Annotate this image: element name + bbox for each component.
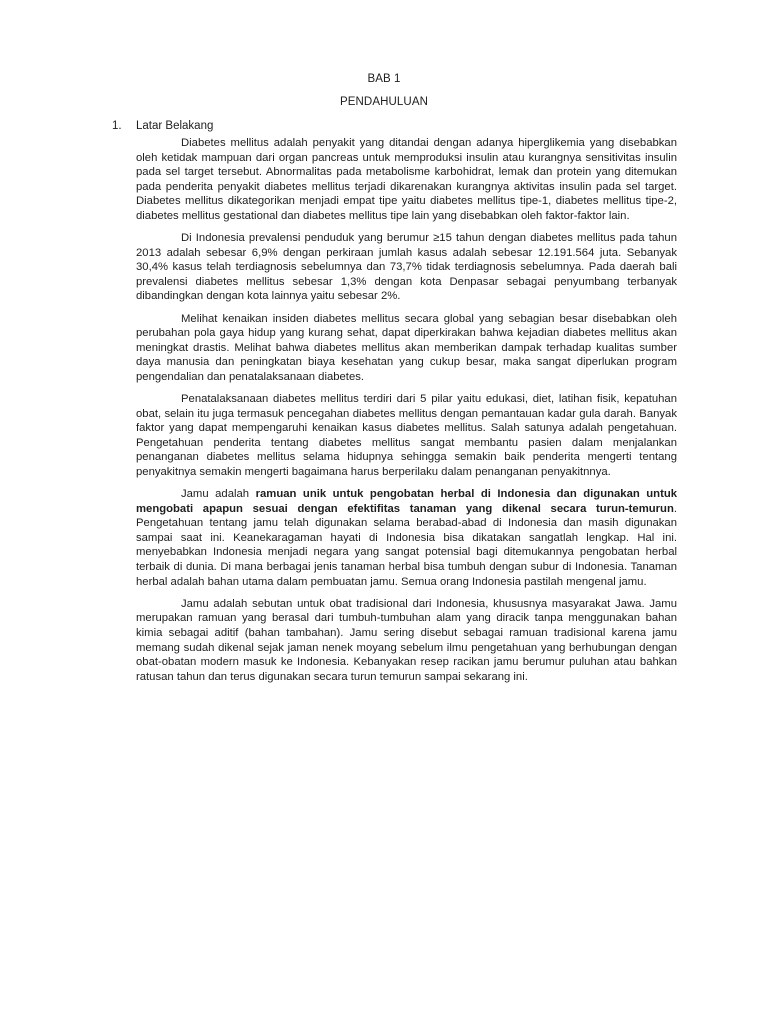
- section-number: 1.: [112, 120, 122, 132]
- chapter-number: BAB 1: [367, 73, 401, 85]
- paragraph-bold-phrase: ramuan unik untuk pengobatan herbal di Indonesia dan digunakan untuk mengobati apapun sesuai dengan efektifitas tanaman yang dikenal secara turun-temurun: [136, 488, 678, 515]
- paragraph: Di Indonesia prevalensi penduduk yang berumur ≥15 tahun dengan diabetes mellitus pada tahun 2013 adalah sebesar 6,9% dengan perkiraan jumlah kasus adalah sebesar 12.191.564 juta. Sebanyak 30,4% kasus telah terdiagnosis sebelumnya dan 73,7% tidak terdiagnosis sebelumnya. Pada daerah bali prevalensi diabetes mellitus sebesar 1,3% dengan kota Denpasar sebagai penyumbang terbanyak dibandingkan dengan kota lainnya yaitu sebesar 2%.: [136, 232, 677, 303]
- section-title: Latar Belakang: [136, 120, 214, 132]
- body-text: [136, 136, 677, 692]
- paragraph: Penatalaksanaan diabetes mellitus terdiri dari 5 pilar yaitu edukasi, diet, latihan fisik, kepatuhan obat, selain itu juga termasuk pencegahan diabetes mellitus dengan pemantauan kadar gula darah. Banyak faktor yang dapat mempengaruhi kenaikan kasus diabetes mellitus. Salah satunya adalah pengetahuan. Pengetahuan penderita tentang diabetes mellitus sangat membantu pasien dalam menjalankan penanganan diabetes mellitus selama hidupnya sehingga semakin baik penderita mengerti tentang penyakitnya semakin mengerti bagaimana harus berperilaku dalam penanganan penyakitnnya.: [136, 393, 677, 478]
- paragraph: Melihat kenaikan insiden diabetes mellitus secara global yang sebagian besar disebabkan oleh perubahan pola gaya hidup yang kurang sehat, dapat diperkirakan bahwa kejadian diabetes mellitus akan meningkat drastis. Melihat bahwa diabetes mellitus akan memberikan dampak terhadap kualitas sumber daya manusia dan peningkatan biaya kesehatan yang cukup besar, maka sangat diperlukan program pengendalian dan penatalaksanaan diabetes.: [136, 312, 677, 383]
- paragraph: Jamu adalah sebutan untuk obat tradisional dari Indonesia, khususnya masyarakat Jawa. Jamu merupakan ramuan yang berasal dari tumbuh-tumbuhan alam yang diracik tanpa menggunakan bahan kimia sebagai aditif (bahan tambahan). Jamu sering disebut sebagai ramuan tradisional karena jamu memang sudah dikenal sejak jaman nenek moyang sebelum ilmu pengetahuan yang berhubungan dengan obat-obatan modern masuk ke Indonesia. Kebanyakan resep racikan jamu berumur puluhan atau bahkan ratusan tahun dan terus digunakan secara turun temurun sampai sekarang ini.: [136, 597, 677, 683]
- paragraph-rest: . Pengetahuan tentang jamu telah digunakan selama berabad-abad di Indonesia dan masih digunakan sampai saat ini. Keanekaragaman hayati di Indonesia bisa dikatakan sangatlah lengkap. Hal ini. menyebabkan Indonesia menjadi negara yang sangat potensial bagi ditemukannya pengobatan herbal terbaik di dunia. Di mana berbagai jenis tanaman herbal bisa tumbuh dengan subur di Indonesia. Tanaman herbal adalah bahan utama dalam pembuatan jamu. Semua orang Indonesia pastilah mengenal jamu.: [136, 502, 677, 588]
- paragraph: Diabetes mellitus adalah penyakit yang ditandai dengan adanya hiperglikemia yang disebabkan oleh ketidak mampuan dari organ pancreas untuk memproduksi insulin atau kurangnya sensitivitas insulin pada sel target tersebut. Abnormalitas pada metabolisme karbohidrat, lemak dan protein yang ditemukan pada penderita penyakit diabetes mellitus terjadi dikarenakan kurangnya aktivitas insulin pada sel target. Diabetes mellitus dikategorikan menjadi empat tipe yaitu diabetes mellitus tipe-1, diabetes mellitus tipe-2, diabetes mellitus gestational dan diabetes mellitus tipe lain yang disebabkan oleh faktor-faktor lain.: [136, 137, 677, 222]
- chapter-title: PENDAHULUAN: [339, 96, 428, 108]
- paragraph-lead: Jamu adalah: [181, 488, 256, 501]
- paragraph: [136, 487, 677, 589]
- section-heading: [112, 119, 213, 134]
